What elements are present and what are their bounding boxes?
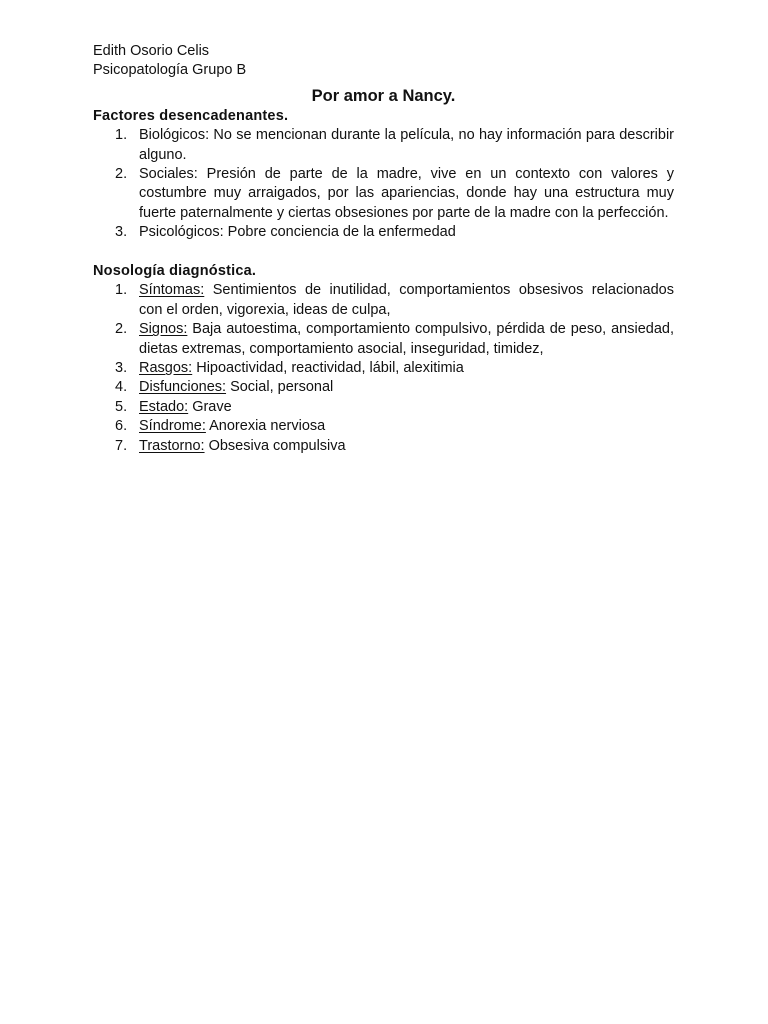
list-item-text: Sentimientos de inutilidad, comportamientos obsesivos relacionados con el orden, vigorexia, ideas de culpa, — [139, 282, 674, 318]
course-name: Psicopatología Grupo B — [93, 62, 247, 79]
list-item-term: Signos: — [139, 321, 188, 338]
nosologia-list — [93, 281, 674, 456]
list-item-term: Trastorno: — [139, 437, 205, 454]
list-item-term: Disfunciones: — [139, 379, 227, 396]
list-item-text: Hipoactividad, reactividad, lábil, alexitimia — [192, 360, 464, 377]
author-name: Edith Osorio Celis — [93, 43, 210, 59]
list-item — [93, 437, 674, 456]
list-item — [93, 398, 674, 417]
list-item-text: Obsesiva compulsiva — [204, 437, 346, 454]
list-item-term: Síntomas: — [139, 282, 205, 299]
list-item-term: Rasgos: — [139, 360, 193, 377]
list-item — [93, 165, 674, 223]
list-item — [93, 126, 674, 165]
list-item-text: Social, personal — [226, 379, 334, 396]
list-item — [93, 417, 674, 436]
list-item-text: Baja autoestima, comportamiento compulsivo, pérdida de peso, ansiedad, dietas extremas, comportamiento asocial, inseguridad, timidez, — [139, 321, 674, 357]
list-number: 1. — [115, 282, 128, 299]
list-item — [93, 359, 674, 378]
paragraph-spacer — [93, 243, 674, 262]
list-number: 1. — [115, 127, 128, 144]
list-item-text: Psicológicos: Pobre conciencia de la enfermedad — [139, 224, 456, 241]
factores-list — [93, 126, 674, 242]
list-item — [93, 378, 674, 397]
list-item — [93, 223, 674, 242]
list-item-text: Biológicos: No se mencionan durante la película, no hay información para describir alguno. — [139, 127, 674, 163]
document-page — [93, 42, 674, 456]
list-item-text: Grave — [188, 398, 232, 415]
list-item-term: Síndrome: — [139, 418, 206, 435]
list-number: 2. — [115, 321, 128, 338]
nosologia-heading: Nosología diagnóstica. — [93, 263, 257, 280]
list-number: 7. — [115, 437, 128, 454]
list-item-text: Anorexia nerviosa — [205, 418, 326, 435]
document-title: Por amor a Nancy. — [311, 86, 456, 105]
list-number: 5. — [115, 398, 128, 415]
list-number: 2. — [115, 166, 128, 183]
list-number: 4. — [115, 379, 128, 396]
list-number: 6. — [115, 418, 128, 435]
list-item — [93, 281, 674, 320]
list-number: 3. — [115, 224, 128, 241]
list-item-term: Estado: — [139, 398, 189, 415]
list-item-text: Sociales: Presión de parte de la madre, vive en un contexto con valores y costumbre muy arraigados, por las apariencias, donde hay una estructura muy fuerte paternalmente y ciertas obsesiones por parte de la madre con la perfección. — [139, 166, 674, 221]
list-item — [93, 320, 674, 359]
list-number: 3. — [115, 360, 128, 377]
factores-heading: Factores desencadenantes. — [93, 107, 289, 124]
